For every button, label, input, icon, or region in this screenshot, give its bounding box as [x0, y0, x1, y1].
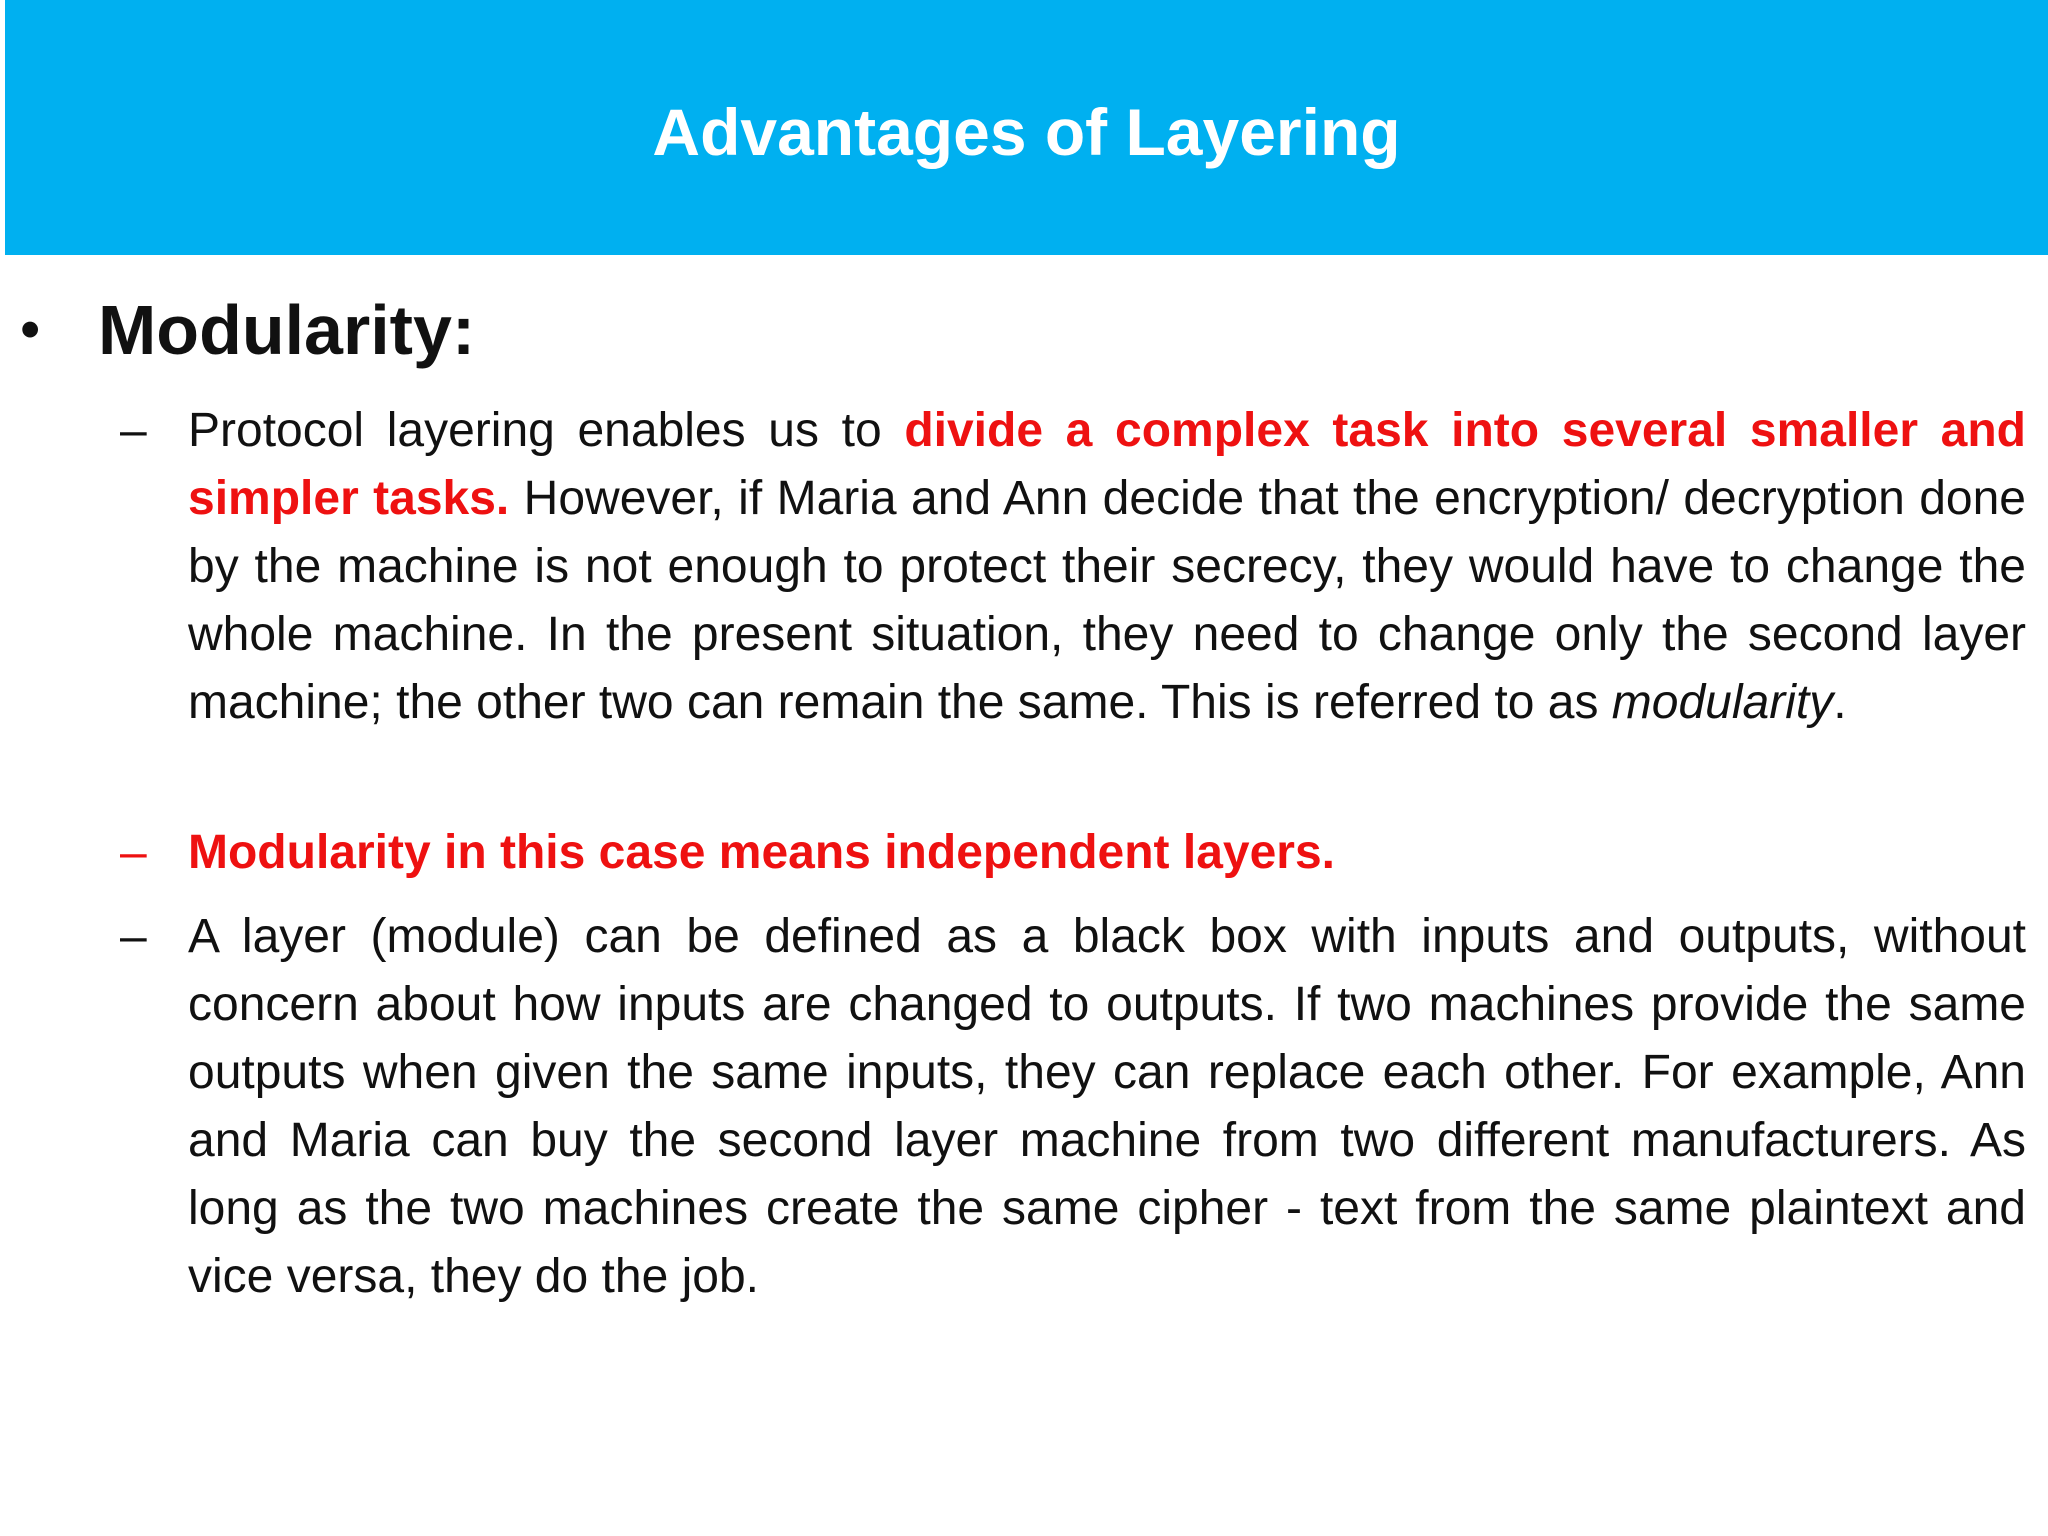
highlight-text: divide a complex task into several smaller and simpler tasks. — [188, 404, 2026, 525]
emphasis-text: modularity — [1611, 676, 1834, 729]
slide-title: Advantages of Layering — [652, 95, 1401, 169]
paragraph-text: . — [1833, 676, 1847, 729]
paragraph-black-box: A layer (module) can be defined as a black box with inputs and outputs, without concern about how inputs are changed to outputs. If two machines provide the same outputs when given the same inputs, they can replace each other. For example, Ann and Maria can buy the second layer machine from two different manufacturers. As long as the two machines create the same cipher - text from the same plaintext and vice versa, they do the job. — [188, 910, 2026, 1303]
paragraph-independent-layers: Modularity in this case means independent layers. — [188, 826, 1336, 879]
dash-icon: – — [120, 404, 147, 457]
bullet-dot-icon: • — [20, 297, 41, 362]
dash-icon: – — [120, 826, 147, 879]
bullet-modularity — [0, 285, 2048, 380]
title-bar — [5, 0, 2048, 255]
paragraph-text: However, if Maria and Ann decide that the encryption/ decryption done by the machine is not enough to protect their secrecy, they would have to change the whole machine. In the present situation, they need to change only the second layer machine; the other two can remain the same. This is referred to as — [188, 472, 2027, 729]
dash-icon: – — [120, 910, 147, 963]
paragraph-protocol-layering — [188, 397, 2026, 737]
paragraph-text: Protocol layering enables us to — [188, 404, 905, 457]
bullet-heading: Modularity: — [98, 291, 476, 369]
